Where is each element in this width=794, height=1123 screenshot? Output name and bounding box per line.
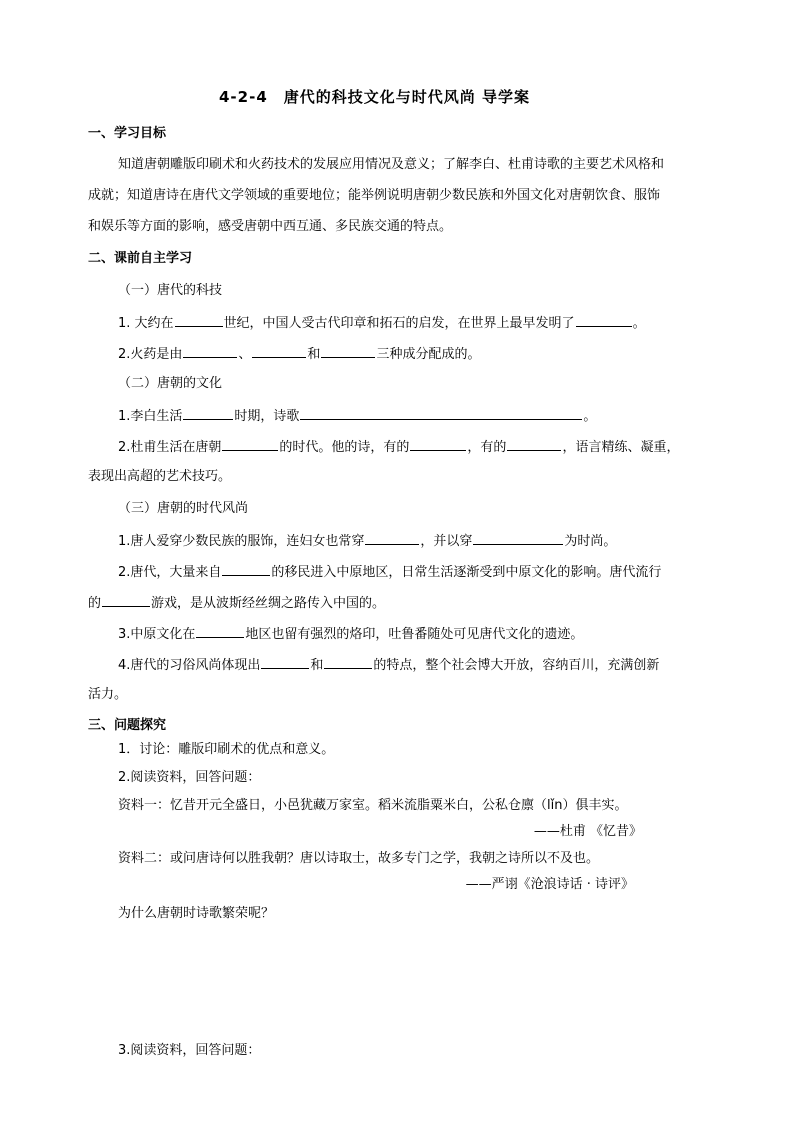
question-text: 4.唐代的习俗风尚体现出 <box>118 658 261 673</box>
question-migrants <box>118 562 661 582</box>
subheading-culture: （二）唐朝的文化 <box>118 376 223 391</box>
answer-blank-fashion[interactable] <box>473 531 563 545</box>
question-text: 的移民进入中原地区，日常生活逐渐受到中原文化的影响。唐代流行 <box>271 565 662 580</box>
answer-blank-invention[interactable] <box>576 313 632 327</box>
question-text: 时期，诗歌 <box>234 409 300 424</box>
answer-blank-game[interactable] <box>102 593 150 607</box>
page-title: 4-2-4 唐代的科技文化与时代风尚 导学案 <box>219 88 530 106</box>
question-text: 。 <box>632 316 646 331</box>
question-du-fu-continued: 表现出高超的艺术技巧。 <box>88 469 232 484</box>
answer-blank-feature-1[interactable] <box>261 655 309 669</box>
inquiry-item-2: 2.阅读资料，回答问题： <box>118 770 261 785</box>
question-text: ，语言精练、凝重， <box>562 440 680 455</box>
question-text: 的时代。他的诗，有的 <box>279 440 410 455</box>
inquiry-item-3: 3.阅读资料，回答问题： <box>118 1043 261 1058</box>
inquiry-item-1: 1．讨论：雕版印刷术的优点和意义。 <box>118 742 335 757</box>
answer-blank-ingredient-1[interactable] <box>183 344 237 358</box>
question-text: 和 <box>307 347 321 362</box>
question-text: 2.杜甫生活在唐朝 <box>118 440 222 455</box>
question-text: 的特点，整个社会博大开放，容纳百川，充满创新 <box>373 658 660 673</box>
question-migrants-continued <box>88 593 385 613</box>
question-text: 和 <box>310 658 324 673</box>
answer-blank-century[interactable] <box>175 313 223 327</box>
question-text: 三种成分配成的。 <box>376 347 481 362</box>
answer-blank-poetry-style[interactable] <box>300 406 582 420</box>
answer-blank-era[interactable] <box>222 437 278 451</box>
question-text: ，有的 <box>467 440 507 455</box>
material-two: 资料二：或问唐诗何以胜我朝？唐以诗取士，故多专门之学，我朝之诗所以不及也。 <box>118 851 600 866</box>
answer-blank-poem-theme-2[interactable] <box>507 437 561 451</box>
material-two-source: ——严诩《沧浪诗话 · 诗评》 <box>465 877 634 892</box>
answer-blank-clothing[interactable] <box>365 531 419 545</box>
subheading-technology: （一）唐代的科技 <box>118 283 223 298</box>
question-customs-continued: 活力。 <box>88 687 128 702</box>
question-text: 地区也留有强烈的烙印，吐鲁番随处可见唐代文化的遗迹。 <box>245 627 584 642</box>
question-li-bai <box>118 406 596 426</box>
subheading-customs: （三）唐朝的时代风尚 <box>118 501 249 516</box>
section-heading-inquiry: 三、问题探究 <box>88 718 167 733</box>
objectives-text-line-3: 和娱乐等方面的影响，感受唐朝中西互通、多民族交通的特点。 <box>88 219 453 234</box>
question-text: 1. 大约在 <box>118 316 174 331</box>
answer-blank-region[interactable] <box>196 624 244 638</box>
question-clothing <box>118 531 616 551</box>
section-heading-objectives: 一、学习目标 <box>88 126 167 141</box>
objectives-text-line-2: 成就；知道唐诗在唐代文学领域的重要地位；能举例说明唐朝少数民族和外国文化对唐朝饮食、服饰 <box>88 188 661 203</box>
answer-blank-ingredient-3[interactable] <box>321 344 375 358</box>
question-printing <box>118 313 646 333</box>
question-text: 游戏，是从波斯经丝绸之路传入中国的。 <box>151 596 386 611</box>
question-text: 3.中原文化在 <box>118 627 196 642</box>
question-text: 2.火药是由 <box>118 347 183 362</box>
answer-blank-feature-2[interactable] <box>324 655 372 669</box>
question-text: 、 <box>238 347 252 362</box>
material-one: 资料一：忆昔开元全盛日，小邑犹藏万家室。稻米流脂粟米白，公私仓廪（lǐn）俱丰实。 <box>118 798 628 813</box>
question-text: 。 <box>583 409 597 424</box>
answer-blank-poem-theme-1[interactable] <box>410 437 466 451</box>
question-text: 1.李白生活 <box>118 409 183 424</box>
question-text: 世纪，中国人受古代印章和拓石的启发，在世界上最早发明了 <box>223 316 575 331</box>
inquiry-question-poetry: 为什么唐朝时诗歌繁荣呢？ <box>118 906 275 921</box>
answer-blank-ingredient-2[interactable] <box>252 344 306 358</box>
question-customs-features <box>118 655 659 675</box>
question-text: 2.唐代，大量来自 <box>118 565 222 580</box>
answer-space[interactable] <box>88 932 708 1037</box>
question-text: ，并以穿 <box>420 534 473 549</box>
answer-blank-period[interactable] <box>183 406 233 420</box>
question-gunpowder <box>118 344 480 364</box>
question-text: 的 <box>88 596 102 611</box>
material-one-source: ——杜甫 《忆昔》 <box>533 824 642 839</box>
question-text: 为时尚。 <box>564 534 617 549</box>
question-text: 1.唐人爱穿少数民族的服饰，连妇女也常穿 <box>118 534 365 549</box>
objectives-text-line-1: 知道唐朝雕版印刷术和火药技术的发展应用情况及意义；了解李白、杜甫诗歌的主要艺术风格和 <box>118 157 665 172</box>
answer-blank-origin-region[interactable] <box>222 562 270 576</box>
question-du-fu <box>118 437 679 457</box>
section-heading-self-study: 二、课前自主学习 <box>88 251 193 266</box>
question-turpan <box>118 624 583 644</box>
